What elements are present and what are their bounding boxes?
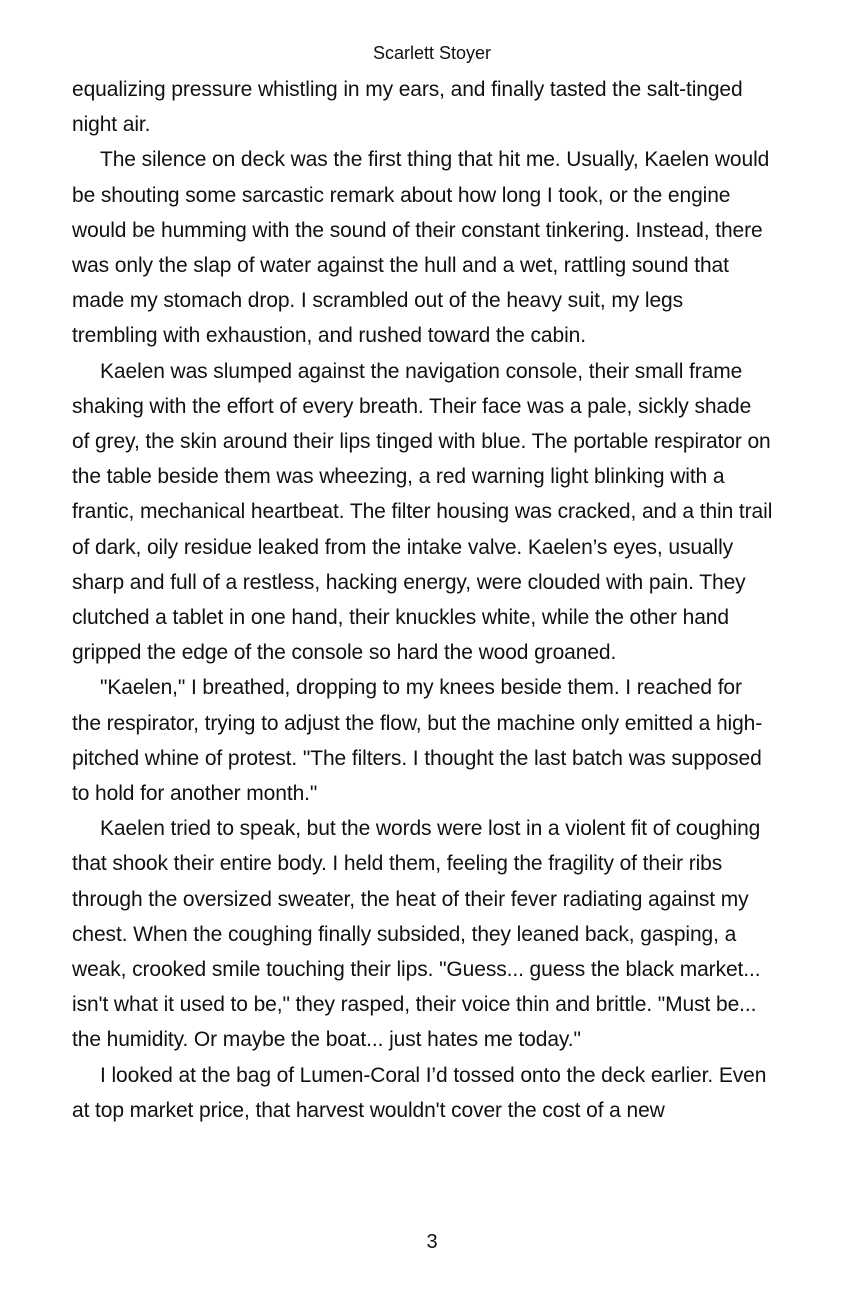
paragraph: "Kaelen," I breathed, dropping to my knees beside them. I reached for the respirator, trying to adjust the flow, but the machine only emitted a high-pitched whine of protest. "The filters. I thought the last batch was supposed to hold for another month." bbox=[72, 676, 763, 806]
paragraph: Kaelen was slumped against the navigation console, their small frame shaking with the effort of every breath. Their face was a pale, sickly shade of grey, the skin around their lips tinged with blue. The portable respirator on the table beside them was wheezing, a red warning light blinking with a frantic, mechanical heartbeat. The filter housing was cracked, and a thin trail of dark, oily residue leaked from the intake valve. Kaelen’s eyes, usually sharp and full of a restless, hacking energy, were clouded with pain. They clutched a tablet in one hand, their knuckles white, while the other hand gripped the edge of the console so hard the wood groaned. bbox=[72, 359, 773, 665]
paragraph-continued: equalizing pressure whistling in my ears, and finally tasted the salt-tinged night air. bbox=[72, 78, 743, 137]
paragraph: The silence on deck was the first thing that hit me. Usually, Kaelen would be shouting some sarcastic remark about how long I took, or the engine would be humming with the sound of their constant tinkering. Instead, there was only the slap of water against the hull and a wet, rattling sound that made my stomach drop. I scrambled out of the heavy suit, my legs trembling with exhaustion, and rushed toward the cabin. bbox=[72, 148, 770, 348]
paragraph: I looked at the bag of Lumen-Coral I’d tossed onto the deck earlier. Even at top market price, that harvest wouldn't cover the cost of a new bbox=[72, 1063, 767, 1122]
page-number: 3 bbox=[426, 1231, 438, 1253]
running-header-author: Scarlett Stoyer bbox=[372, 43, 492, 63]
body-text bbox=[72, 72, 774, 1128]
paragraph: Kaelen tried to speak, but the words were lost in a violent fit of coughing that shook their entire body. I held them, feeling the fragility of their ribs through the oversized sweater, the heat of their fever radiating against my chest. When the coughing finally subsided, they leaned back, gasping, a weak, crooked smile touching their lips. "Guess... guess the black market... isn't what it used to be," they rasped, their voice thin and brittle. "Must be... the humidity. Or maybe the boat... just hates me today." bbox=[72, 817, 761, 1052]
